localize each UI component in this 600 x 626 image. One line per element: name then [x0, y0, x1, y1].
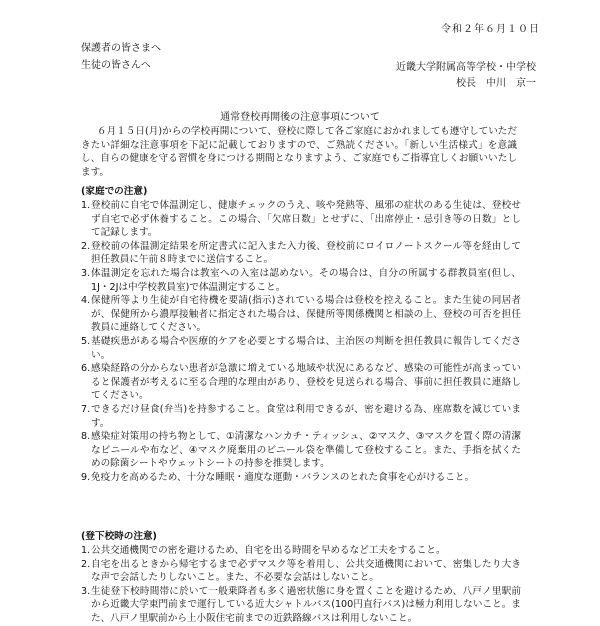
item-number: 3. [81, 585, 91, 597]
commute-item [81, 558, 521, 585]
item-text: 感染経路の分からない患者が急激に増えている地域や状況にあるなど、感染の可能性が高まっていると保護者が考えるに至る合理的な理由があり、登校を見送られる場合、事前に担任教員に連絡してください。 [91, 363, 521, 402]
sender-school: 近畿大学附属高等学校・中学校 [396, 62, 536, 73]
item-number: 8. [81, 431, 91, 443]
item-text: 公共交通機関での密を避けるため、自宅を出る時間を早めるなど工夫をすること。 [91, 545, 446, 556]
item-number: 5. [81, 335, 91, 347]
item-text: 登校前に自宅で体温測定し、健康チェックのうえ、咳や発熱等、風邪の症状のある生徒は、登校せず自宅で必ず休養すること。この場合、「欠席日数」とせずに、「出席停止・忌引き等の日数」として記録します。 [91, 200, 521, 239]
commute-item [81, 544, 521, 558]
item-number: 3. [81, 267, 91, 279]
home-item [81, 267, 521, 294]
home-precautions-section [81, 185, 521, 484]
item-text: 免疫力を高めるため、十分な睡眠・適度な運動・バランスのとれた食事を心がけること。 [91, 471, 475, 483]
home-item [81, 471, 521, 485]
item-text: 基礎疾患がある場合や医療的ケアを必要とする場合は、主治医の判断を担任教員に報告してください。 [91, 335, 521, 361]
item-number: 2. [81, 558, 91, 570]
home-item [81, 335, 521, 362]
commute-item [81, 585, 521, 626]
home-section-heading: (家庭での注意) [81, 186, 148, 197]
home-item [81, 199, 521, 240]
item-text: 自宅を出るときから帰宅するまで必ずマスク等を着用し、公共交通機関において、密集したり大きな声で会話したりしないこと。また、不必要な会話はしないこと。 [91, 558, 521, 584]
item-text: できるだけ昼食(弁当)を持参すること。食堂は利用できるが、密を避ける為、座席数を減じています。 [91, 403, 521, 429]
item-text: 登校前の体温測定結果を所定書式に記入また入力後、登校前にロイロノートスクール等を経由して担任教員に午前８時までに送信すること。 [91, 240, 521, 266]
item-text: 感染症対策用の持ち物として、①清潔なハンカチ・ティッシュ、②マスク、③マスクを置く際の清潔なビニールや布など、④マスク廃棄用のビニール袋を準備して登校すること。また、手指を拭くための除菌シートやウェットシートの持参を推奨します。 [91, 431, 521, 470]
recipients-block [81, 40, 161, 74]
intro-paragraph: ６月１５日(月)からの学校再開について、登校に際して各ご家庭におかれましても遵守していただきたい詳細な注意事項を下記に記載しておりますので、ご熟読ください。「新しい生活様式」を意識し、自らの健康を守る習慣を身につける期間となりますよう、ご家庭でもご指導宜しくお願いいたします。 [81, 126, 517, 178]
item-text: 生徒登下校時間帯に於いて一般乗降者も多く過密状態に身を置くことを避けるため、八戸ノ里駅前から近畿大学東門前まで運行している近大シャトルバス(100円直行バス)は極力利用しないこと。また、八戸ノ里駅前から上小阪住宅前までの近鉄路線バスは利用しないこと。 [91, 585, 521, 624]
home-item [81, 240, 521, 267]
item-text: 体温測定を忘れた場合は教室への入室は認めない。その場合は、自分の所属する群教員室(但し、1J・2Jは中学校教員室)で体温測定すること。 [91, 267, 521, 293]
home-item [81, 362, 521, 403]
recipient-parents: 保護者の皆さまへ [81, 43, 161, 54]
home-item [81, 403, 521, 430]
document-title: 通常登校再開後の注意事項について [220, 112, 380, 123]
item-number: 7. [81, 403, 91, 415]
item-text: 保健所等より生徒が自宅待機を要請(指示)されている場合は登校を控えること。また生徒の同居者が、保健所から濃厚接触者に指定された場合は、保健所等関係機関と相談の上、登校の可否を担任教員に連絡してください。 [91, 295, 521, 334]
sender-block [396, 60, 536, 92]
commute-section-heading: (登下校時の注意) [81, 531, 157, 542]
item-number: 1. [81, 200, 91, 211]
item-number: 9. [81, 471, 91, 483]
item-number: 1. [81, 545, 91, 556]
home-item [81, 294, 521, 335]
item-number: 6. [81, 363, 91, 375]
document-date: 令和２年６月１０日 [441, 24, 540, 35]
home-item [81, 430, 521, 471]
recipient-students: 生徒の皆さんへ [81, 60, 151, 71]
item-number: 4. [81, 295, 91, 307]
sender-principal: 校長 中川 京一 [456, 78, 536, 89]
commute-precautions-section [81, 530, 521, 626]
item-number: 2. [81, 240, 91, 252]
